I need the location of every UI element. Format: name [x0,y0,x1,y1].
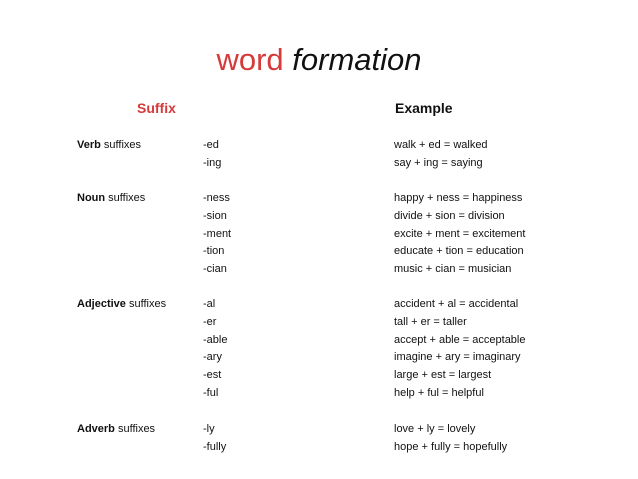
suffix-item: -er [203,315,217,328]
suffix-item: -ment [203,227,232,240]
suffix-item: -fully [203,440,227,453]
suffix-item: -cian [203,263,227,276]
example-item: hope + fully = hopefully [394,440,508,453]
category-suffix-word: suffixes [105,192,146,204]
example-item: accident + al = accidental [394,298,519,310]
slide-title [0,40,638,80]
example-item: happy + ness = happiness [394,192,523,204]
example-item: imagine + ary = imaginary [394,351,521,364]
example-item: divide + sion = division [394,209,505,222]
example-list [394,190,525,279]
example-item: excite + ment = excitement [394,227,526,240]
suffix-list [203,137,221,173]
example-list [394,137,488,173]
category-name: Adverb [77,423,115,435]
example-item: educate + tion = education [394,245,524,258]
example-item: tall + er = taller [394,315,467,328]
suffix-item: -al [203,298,216,310]
category-name: Adjective [77,298,126,310]
category-label [77,296,166,314]
suffix-item: -ly [203,423,215,435]
example-column-header: Example [395,100,453,116]
category-suffix-word: suffixes [114,423,156,435]
example-item: love + ly = lovely [394,423,476,435]
title-word: word [216,42,284,77]
category-name: Verb [77,139,101,151]
suffix-item: -ing [203,156,222,169]
suffix-item: -ary [203,351,222,364]
suffix-list [203,190,231,279]
suffix-item: -tion [203,245,225,258]
suffix-item: -ful [203,386,219,399]
suffix-column-header: Suffix [137,100,176,116]
category-label [77,137,141,155]
category-suffix-word: suffixes [125,298,167,310]
example-list [394,421,507,457]
suffix-item: -ness [203,192,230,204]
example-item: help + ful = helpful [394,386,484,399]
category-suffix-word: suffixes [100,139,142,151]
suffix-list [203,296,227,403]
category-label [77,421,155,439]
example-item: say + ing = saying [394,156,483,169]
example-item: music + cian = musician [394,263,512,276]
example-list [394,296,525,403]
suffix-item: -sion [203,209,227,222]
suffix-list [203,421,226,457]
example-item: large + est = largest [394,369,492,382]
example-item: accept + able = acceptable [394,333,526,346]
category-name: Noun [77,192,106,204]
suffix-item: -est [203,369,222,382]
suffix-item: -ed [203,139,219,151]
category-label [77,190,145,208]
title-formation: formation [292,42,422,77]
suffix-item: -able [203,333,228,346]
example-item: walk + ed = walked [394,139,488,151]
